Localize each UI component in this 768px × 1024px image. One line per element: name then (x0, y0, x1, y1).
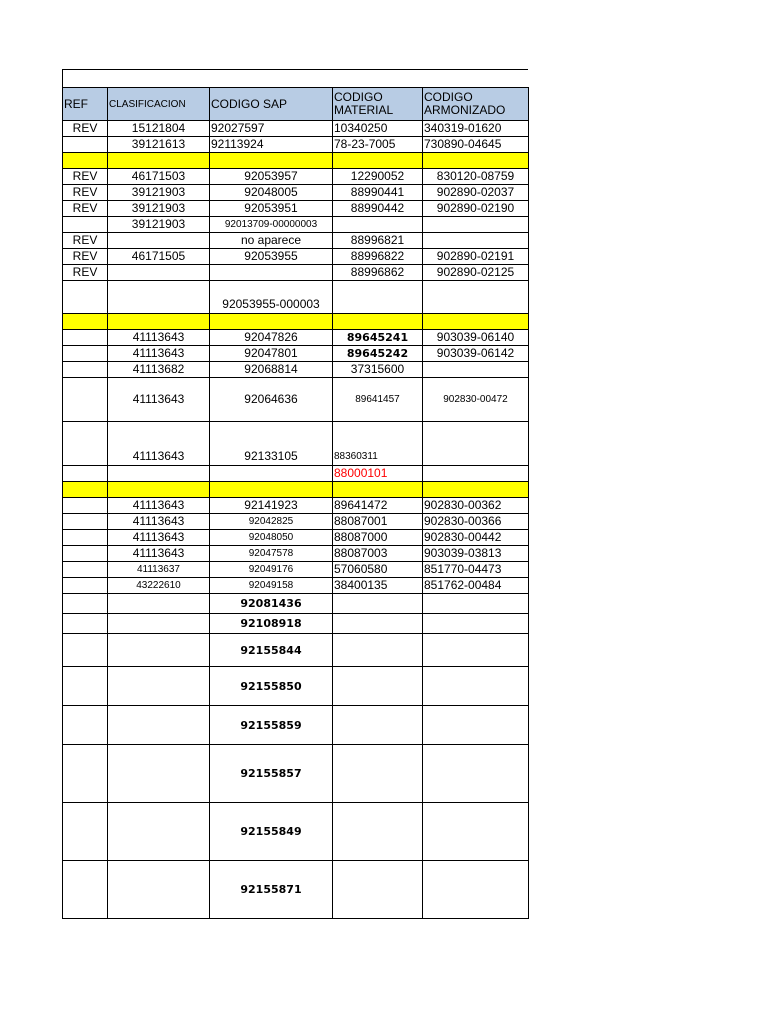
cell-codigo-sap[interactable]: 92113924 (210, 137, 333, 153)
cell-ref[interactable]: REV (63, 201, 108, 217)
cell-ref[interactable] (63, 667, 108, 706)
cell-codigo-material[interactable] (333, 667, 423, 706)
cell-codigo-material[interactable]: 89641457 (333, 378, 423, 422)
cell-codigo-material[interactable] (333, 594, 423, 614)
table-row (63, 249, 529, 265)
table-row (63, 594, 529, 614)
cell-codigo-sap[interactable]: 92053957 (210, 169, 333, 185)
cell-codigo-armonizado[interactable] (423, 861, 529, 919)
table-row (63, 330, 529, 346)
cell-empty[interactable] (63, 153, 108, 169)
cell-ref[interactable] (63, 362, 108, 378)
cell-ref[interactable] (63, 514, 108, 530)
cell-empty[interactable] (333, 153, 423, 169)
cell-codigo-sap[interactable]: 92027597 (210, 121, 333, 137)
cell-codigo-sap[interactable]: 92155871 (210, 861, 333, 919)
table-row (63, 803, 529, 861)
header-ref[interactable]: REF (63, 88, 108, 121)
cell-clasificacion[interactable] (108, 803, 210, 861)
cell-ref[interactable] (63, 578, 108, 594)
cell-codigo-material[interactable]: 89645242 (333, 346, 423, 362)
cell-codigo-armonizado[interactable]: 830120-08759 (423, 169, 529, 185)
header-codigo-material[interactable]: CODIGO MATERIAL (333, 88, 423, 121)
cell-clasificacion[interactable]: 41113643 (108, 514, 210, 530)
cell-ref[interactable] (63, 217, 108, 233)
table-row (63, 346, 529, 362)
cell-codigo-material[interactable] (333, 803, 423, 861)
header-codigo-sap[interactable]: CODIGO SAP (210, 88, 333, 121)
cell-codigo-armonizado[interactable] (423, 706, 529, 745)
cell-clasificacion[interactable]: 39121903 (108, 217, 210, 233)
cell-empty[interactable] (210, 482, 333, 498)
cell-codigo-sap[interactable]: 92053955-000003 (210, 281, 333, 314)
cell-codigo-armonizado[interactable]: 851770-04473 (423, 562, 529, 578)
header-codigo-armonizado[interactable]: CODIGO ARMONIZADO (423, 88, 529, 121)
cell-clasificacion[interactable]: 41113643 (108, 498, 210, 514)
cell-codigo-armonizado[interactable]: 902830-00362 (423, 498, 529, 514)
cell-codigo-sap[interactable]: 92068814 (210, 362, 333, 378)
cell-empty[interactable] (108, 482, 210, 498)
cell-codigo-armonizado[interactable]: 902890-02125 (423, 265, 529, 281)
cell-ref[interactable]: REV (63, 169, 108, 185)
cell-ref[interactable] (63, 803, 108, 861)
cell-codigo-armonizado[interactable]: 903039-06142 (423, 346, 529, 362)
cell-empty[interactable] (108, 153, 210, 169)
cell-codigo-material[interactable] (333, 706, 423, 745)
cell-codigo-sap[interactable]: 92053951 (210, 201, 333, 217)
highlight-row (63, 314, 529, 330)
cell-codigo-material[interactable]: 10340250 (333, 121, 423, 137)
cell-clasificacion[interactable]: 41113637 (108, 562, 210, 578)
cell-codigo-material[interactable]: 88990442 (333, 201, 423, 217)
cell-clasificacion[interactable]: 41113643 (108, 546, 210, 562)
cell-ref[interactable] (63, 562, 108, 578)
cell-clasificacion[interactable] (108, 667, 210, 706)
cell-codigo-sap[interactable]: 92155857 (210, 745, 333, 803)
table-row (63, 362, 529, 378)
cell-ref[interactable] (63, 546, 108, 562)
cell-codigo-sap[interactable]: 92047578 (210, 546, 333, 562)
cell-codigo-sap[interactable]: 92047801 (210, 346, 333, 362)
cell-ref[interactable]: REV (63, 265, 108, 281)
cell-codigo-material[interactable]: 57060580 (333, 562, 423, 578)
table-row (63, 667, 529, 706)
cell-codigo-armonizado[interactable] (423, 422, 529, 466)
cell-codigo-material[interactable]: 89645241 (333, 330, 423, 346)
cell-codigo-material[interactable]: 78-23-7005 (333, 137, 423, 153)
table-row (63, 201, 529, 217)
table-row (63, 281, 529, 314)
table-row (63, 706, 529, 745)
table-row (63, 614, 529, 634)
cell-codigo-armonizado[interactable]: 851762-00484 (423, 578, 529, 594)
cell-codigo-material[interactable] (333, 634, 423, 667)
sheet-top-border (62, 69, 528, 87)
cell-ref[interactable] (63, 137, 108, 153)
cell-codigo-material[interactable] (333, 614, 423, 634)
table-row (63, 466, 529, 482)
table-row (63, 546, 529, 562)
cell-codigo-sap[interactable]: 92048005 (210, 185, 333, 201)
cell-codigo-armonizado[interactable]: 730890-04645 (423, 137, 529, 153)
cell-codigo-armonizado[interactable] (423, 362, 529, 378)
cell-ref[interactable] (63, 378, 108, 422)
cell-codigo-armonizado[interactable]: 902890-02190 (423, 201, 529, 217)
cell-ref[interactable] (63, 498, 108, 514)
cell-clasificacion[interactable]: 41113682 (108, 362, 210, 378)
cell-empty[interactable] (333, 482, 423, 498)
cell-codigo-material[interactable]: 88087000 (333, 530, 423, 546)
cell-clasificacion[interactable] (108, 745, 210, 803)
cell-codigo-material[interactable]: 88087001 (333, 514, 423, 530)
cell-ref[interactable]: REV (63, 121, 108, 137)
table-row (63, 169, 529, 185)
table-row (63, 233, 529, 249)
header-row (63, 88, 529, 121)
cell-clasificacion[interactable] (108, 634, 210, 667)
cell-codigo-armonizado[interactable] (423, 634, 529, 667)
cell-ref[interactable] (63, 745, 108, 803)
cell-codigo-armonizado[interactable] (423, 233, 529, 249)
table-row (63, 422, 529, 466)
table-row (63, 634, 529, 667)
cell-codigo-material[interactable]: 88087003 (333, 546, 423, 562)
cell-codigo-armonizado[interactable] (423, 614, 529, 634)
table-row (63, 185, 529, 201)
cell-codigo-material[interactable] (333, 861, 423, 919)
table-row (63, 137, 529, 153)
table-row (63, 861, 529, 919)
cell-empty[interactable] (423, 314, 529, 330)
cell-ref[interactable] (63, 281, 108, 314)
table-row (63, 562, 529, 578)
cell-codigo-sap[interactable]: 92155850 (210, 667, 333, 706)
table-row (63, 530, 529, 546)
cell-codigo-sap[interactable]: 92064636 (210, 378, 333, 422)
cell-codigo-sap[interactable]: 92048050 (210, 530, 333, 546)
cell-codigo-sap[interactable]: 92053955 (210, 249, 333, 265)
cell-ref[interactable] (63, 466, 108, 482)
cell-codigo-sap[interactable]: 92141923 (210, 498, 333, 514)
table-row (63, 121, 529, 137)
cell-ref[interactable] (63, 594, 108, 614)
cell-ref[interactable]: REV (63, 185, 108, 201)
cell-codigo-sap[interactable]: 92049158 (210, 578, 333, 594)
cell-codigo-sap[interactable]: 92155849 (210, 803, 333, 861)
cell-codigo-sap[interactable]: no aparece (210, 233, 333, 249)
cell-ref[interactable] (63, 346, 108, 362)
cell-codigo-sap[interactable]: 92081436 (210, 594, 333, 614)
cell-empty[interactable] (423, 153, 529, 169)
cell-clasificacion[interactable] (108, 233, 210, 249)
cell-codigo-material[interactable]: 12290052 (333, 169, 423, 185)
cell-codigo-armonizado[interactable] (423, 281, 529, 314)
cell-clasificacion[interactable]: 43222610 (108, 578, 210, 594)
cell-clasificacion[interactable] (108, 281, 210, 314)
cell-clasificacion[interactable]: 41113643 (108, 422, 210, 466)
cell-codigo-armonizado[interactable]: 903039-06140 (423, 330, 529, 346)
cell-empty[interactable] (210, 314, 333, 330)
cell-codigo-sap[interactable] (210, 466, 333, 482)
cell-codigo-material[interactable] (333, 745, 423, 803)
cell-clasificacion[interactable] (108, 861, 210, 919)
cell-clasificacion[interactable]: 39121613 (108, 137, 210, 153)
table-row (63, 498, 529, 514)
cell-codigo-sap[interactable] (210, 265, 333, 281)
highlight-row (63, 153, 529, 169)
cell-ref[interactable] (63, 634, 108, 667)
cell-codigo-material[interactable]: 37315600 (333, 362, 423, 378)
cell-empty[interactable] (333, 314, 423, 330)
cell-codigo-material[interactable]: 88996862 (333, 265, 423, 281)
cell-clasificacion[interactable]: 41113643 (108, 346, 210, 362)
cell-codigo-armonizado[interactable] (423, 745, 529, 803)
cell-clasificacion[interactable]: 39121903 (108, 201, 210, 217)
highlight-row (63, 482, 529, 498)
cell-codigo-material[interactable]: 89641472 (333, 498, 423, 514)
cell-codigo-armonizado[interactable] (423, 667, 529, 706)
cell-clasificacion[interactable] (108, 614, 210, 634)
cell-codigo-sap[interactable]: 92049176 (210, 562, 333, 578)
cell-codigo-armonizado[interactable]: 902890-02037 (423, 185, 529, 201)
header-clasificacion[interactable]: CLASIFICACION (108, 88, 210, 121)
cell-ref[interactable]: REV (63, 233, 108, 249)
cell-codigo-sap[interactable]: 92155844 (210, 634, 333, 667)
cell-codigo-material[interactable]: 88000101 (333, 466, 423, 482)
cell-codigo-material[interactable]: 88996821 (333, 233, 423, 249)
cell-ref[interactable]: REV (63, 249, 108, 265)
cell-codigo-armonizado[interactable]: 902830-00366 (423, 514, 529, 530)
cell-codigo-material[interactable]: 38400135 (333, 578, 423, 594)
cell-codigo-armonizado[interactable] (423, 594, 529, 614)
cell-codigo-armonizado[interactable]: 903039-03813 (423, 546, 529, 562)
table-row (63, 578, 529, 594)
cell-clasificacion[interactable]: 39121903 (108, 185, 210, 201)
cell-codigo-material[interactable]: 88360311 (333, 422, 423, 466)
cell-codigo-material[interactable]: 88996822 (333, 249, 423, 265)
cell-codigo-armonizado[interactable] (423, 466, 529, 482)
cell-codigo-sap[interactable]: 92013709-00000003 (210, 217, 333, 233)
table-row (63, 265, 529, 281)
cell-empty[interactable] (63, 314, 108, 330)
cell-empty[interactable] (423, 482, 529, 498)
cell-ref[interactable] (63, 861, 108, 919)
spreadsheet (62, 69, 528, 919)
cell-codigo-sap[interactable]: 92108918 (210, 614, 333, 634)
table-row (63, 514, 529, 530)
cell-codigo-material[interactable] (333, 217, 423, 233)
cell-codigo-material[interactable]: 88990441 (333, 185, 423, 201)
codes-table (62, 87, 529, 919)
cell-empty[interactable] (63, 482, 108, 498)
cell-codigo-sap[interactable]: 92133105 (210, 422, 333, 466)
cell-clasificacion[interactable]: 15121804 (108, 121, 210, 137)
cell-ref[interactable] (63, 706, 108, 745)
cell-codigo-sap[interactable]: 92047826 (210, 330, 333, 346)
cell-clasificacion[interactable] (108, 594, 210, 614)
table-row (63, 378, 529, 422)
cell-ref[interactable] (63, 530, 108, 546)
cell-codigo-armonizado[interactable] (423, 217, 529, 233)
cell-empty[interactable] (108, 314, 210, 330)
table-row (63, 217, 529, 233)
cell-clasificacion[interactable] (108, 265, 210, 281)
cell-clasificacion[interactable]: 41113643 (108, 330, 210, 346)
cell-clasificacion[interactable]: 41113643 (108, 530, 210, 546)
cell-ref[interactable] (63, 422, 108, 466)
cell-codigo-armonizado[interactable]: 902890-02191 (423, 249, 529, 265)
cell-codigo-sap[interactable]: 92042825 (210, 514, 333, 530)
cell-empty[interactable] (210, 153, 333, 169)
table-row (63, 745, 529, 803)
cell-codigo-armonizado[interactable] (423, 803, 529, 861)
cell-codigo-sap[interactable]: 92155859 (210, 706, 333, 745)
cell-ref[interactable] (63, 614, 108, 634)
cell-clasificacion[interactable] (108, 706, 210, 745)
cell-ref[interactable] (63, 330, 108, 346)
cell-codigo-armonizado[interactable]: 340319-01620 (423, 121, 529, 137)
cell-clasificacion[interactable]: 46171505 (108, 249, 210, 265)
cell-codigo-armonizado[interactable]: 902830-00472 (423, 378, 529, 422)
cell-codigo-armonizado[interactable]: 902830-00442 (423, 530, 529, 546)
cell-clasificacion[interactable]: 46171503 (108, 169, 210, 185)
cell-codigo-material[interactable] (333, 281, 423, 314)
cell-clasificacion[interactable]: 41113643 (108, 378, 210, 422)
cell-clasificacion[interactable] (108, 466, 210, 482)
